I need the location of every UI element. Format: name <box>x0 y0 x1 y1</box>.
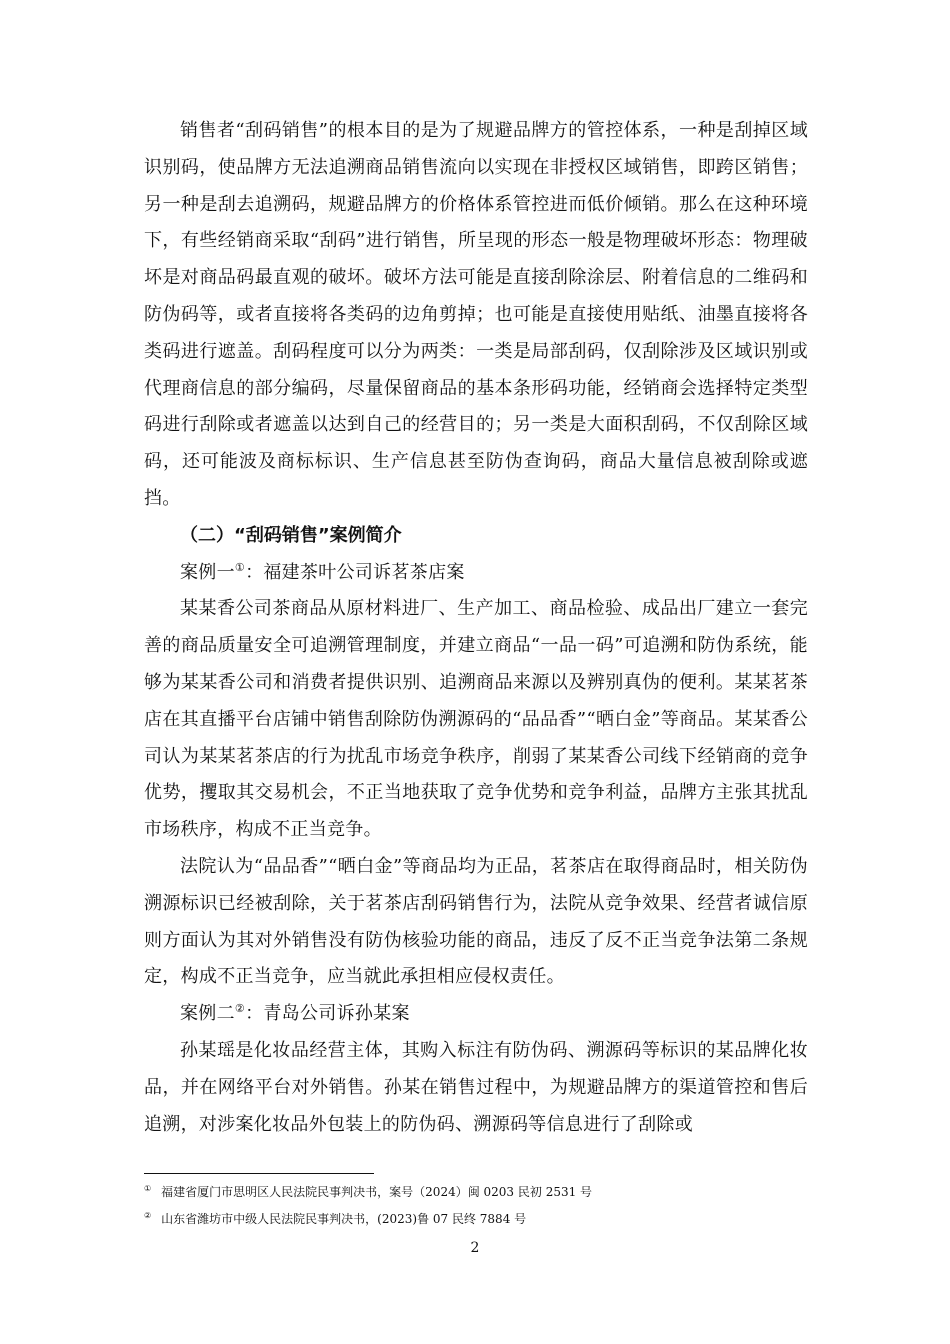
section-heading: （二）“刮码销售”案例简介 <box>180 524 402 546</box>
case1-title-pre: 案例一 <box>180 561 235 583</box>
page-number: 2 <box>470 1240 480 1256</box>
footnote-text-1: 福建省厦门市思明区人民法院民事判决书，案号（2024）闽 0203 民初 2531 号 <box>161 1185 593 1199</box>
case2-title-post: ：青岛公司诉孙某案 <box>245 1003 410 1025</box>
footnote-text-2: 山东省潍坊市中级人民法院民事判决书，(2023)鲁 07 民终 7884 号 <box>161 1212 527 1226</box>
footnote-ref-1: ① <box>234 560 246 574</box>
paragraph-case2-facts: 孙某瑶是化妆品经营主体，其购入标注有防伪码、溯源码等标识的某品牌化妆品，并在网络平台对外销售。孙某在销售过程中，为规避品牌方的渠道管控和售后追溯，对涉案化妆品外包装上的防伪码、溯源码等信息进行了刮除或 <box>144 1039 808 1135</box>
case1-title <box>144 555 808 592</box>
footnote-mark-2: ② <box>144 1211 152 1220</box>
body-text <box>144 113 808 1143</box>
paragraph-scratch-code-purpose: 销售者“刮码销售”的根本目的是为了规避品牌方的管控体系，一种是刮掉区域识别码，使品牌方无法追溯商品销售流向以实现在非授权区域销售，即跨区销售；另一种是刮去追溯码，规避品牌方的价格体系管控进而低价倾销。那么在这种环境下，有些经销商采取“刮码”进行销售，所呈现的形态一般是物理破坏形态：物理破坏是对商品码最直观的破坏。破坏方法可能是直接刮除涂层、附着信息的二维码和防伪码等，或者直接将各类码的边角剪掉；也可能是直接使用贴纸、油墨直接将各类码进行遮盖。刮码程度可以分为两类：一类是局部刮码，仅刮除涉及区域识别或代理商信息的部分编码，尽量保留商品的基本条形码功能，经销商会选择特定类型码进行刮除或者遮盖以达到自己的经营目的；另一类是大面积刮码，不仅刮除区域码，还可能波及商标标识、生产信息甚至防伪查询码，商品大量信息被刮除或遮挡。 <box>144 120 808 509</box>
footnotes <box>144 1182 808 1236</box>
footnote-ref-2: ② <box>234 1002 246 1016</box>
case1-title-post: ：福建茶叶公司诉茗茶店案 <box>245 561 465 583</box>
footnote-1 <box>144 1182 808 1202</box>
footnote-2 <box>144 1209 808 1229</box>
case2-title-pre: 案例二 <box>180 1003 235 1025</box>
paragraph-case1-facts: 某某香公司茶商品从原材料进厂、生产加工、商品检验、成品出厂建立一套完善的商品质量安全可追溯管理制度，并建立商品“一品一码”可追溯和防伪系统，能够为某某香公司和消费者提供识别、追溯商品来源以及辨别真伪的便利。某某茗茶店在其直播平台店铺中销售刮除防伪溯源码的“品品香”“晒白金”等商品。某某香公司认为某某茗茶店的行为扰乱市场竞争秩序，削弱了某某香公司线下经销商的竞争优势，攫取其交易机会，不正当地获取了竞争优势和竞争利益，品牌方主张其扰乱市场秩序，构成不正当竞争。 <box>144 598 808 841</box>
case2-title <box>144 996 808 1033</box>
paragraph-case1-ruling: 法院认为“品品香”“晒白金”等商品均为正品，茗茶店在取得商品时，相关防伪溯源标识已经被刮除，关于茗茶店刮码销售行为，法院从竞争效果、经营者诚信原则方面认为其对外销售没有防伪核验功能的商品，违反了反不正当竞争法第二条规定，构成不正当竞争，应当就此承担相应侵权责任。 <box>144 855 808 988</box>
footnote-mark-1: ① <box>144 1184 152 1193</box>
footnote-divider <box>144 1173 374 1174</box>
